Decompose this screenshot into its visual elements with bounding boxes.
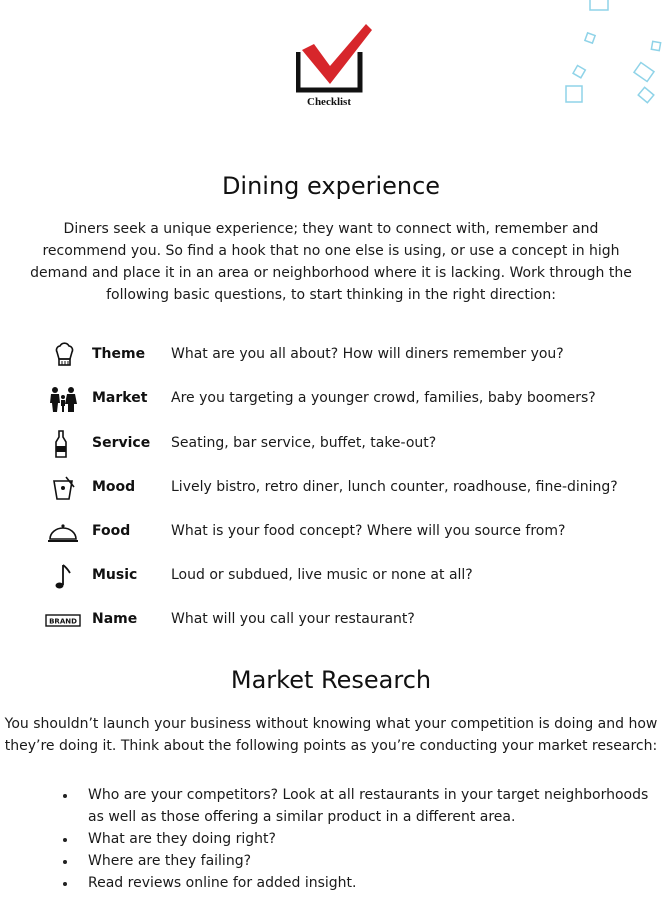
checklist-row-food [40,517,640,547]
name-label: Name [92,611,138,627]
name-description: What will you call your restaurant? [171,611,415,627]
dining-intro: Diners seek a unique experience; they want to connect with, remember and recommend you. So find a hook that no one else is using, or use a concept in high demand and place it in an area or neighborhood where it is lacking. Work through the following basic questions, to start thinking in the right direction: [30,221,632,303]
food-description: What is your food concept? Where will you source from? [171,523,566,539]
bullet-item: Read reviews online for added insight. [60,872,650,894]
brand-tag-icon [40,605,88,635]
checklist-row-theme [40,340,640,370]
service-description: Seating, bar service, buffet, take-out? [171,435,437,451]
market-research-bullets [60,784,650,894]
checklist-row-mood [40,473,640,503]
svg-text:BRAND: BRAND [49,617,77,626]
bullet-item: Who are your competitors? Look at all restaurants in your target neighborhoods as well as those offering a similar product in a different area. [60,784,650,828]
market-description: Are you targeting a younger crowd, families, baby boomers? [171,390,596,406]
theme-description: What are you all about? How will diners remember you? [171,346,564,362]
decorative-squares [540,0,662,115]
market-research-heading: Market Research [230,666,432,694]
bottle-icon [40,429,88,459]
checklist-row-name [40,605,640,635]
bullet-item: What are they doing right? [60,828,650,850]
theme-label: Theme [92,346,146,362]
logo-label: Checklist [307,96,351,108]
service-label: Service [92,435,151,451]
market-research-intro: You shouldn’t launch your business without knowing what your competition is doing and how they’re doing it. Think about the following points as you’re conducting your market research: [4,716,658,754]
bullet-item: Where are they failing? [60,850,650,872]
family-icon [40,384,88,414]
music-label: Music [92,567,138,583]
mood-label: Mood [92,479,136,495]
mood-description: Lively bistro, retro diner, lunch counter, roadhouse, fine-dining? [171,479,618,495]
dining-heading: Dining experience [221,172,441,200]
cocktail-icon [40,473,88,503]
checklist-row-service [40,429,640,459]
checklist-row-market [40,384,640,414]
music-description: Loud or subdued, live music or none at all? [171,567,473,583]
food-label: Food [92,523,131,539]
market-label: Market [92,390,148,406]
music-note-icon [40,561,88,591]
checklist-row-music [40,561,640,591]
chef-hat-icon [40,340,88,370]
cloche-icon [40,517,88,547]
